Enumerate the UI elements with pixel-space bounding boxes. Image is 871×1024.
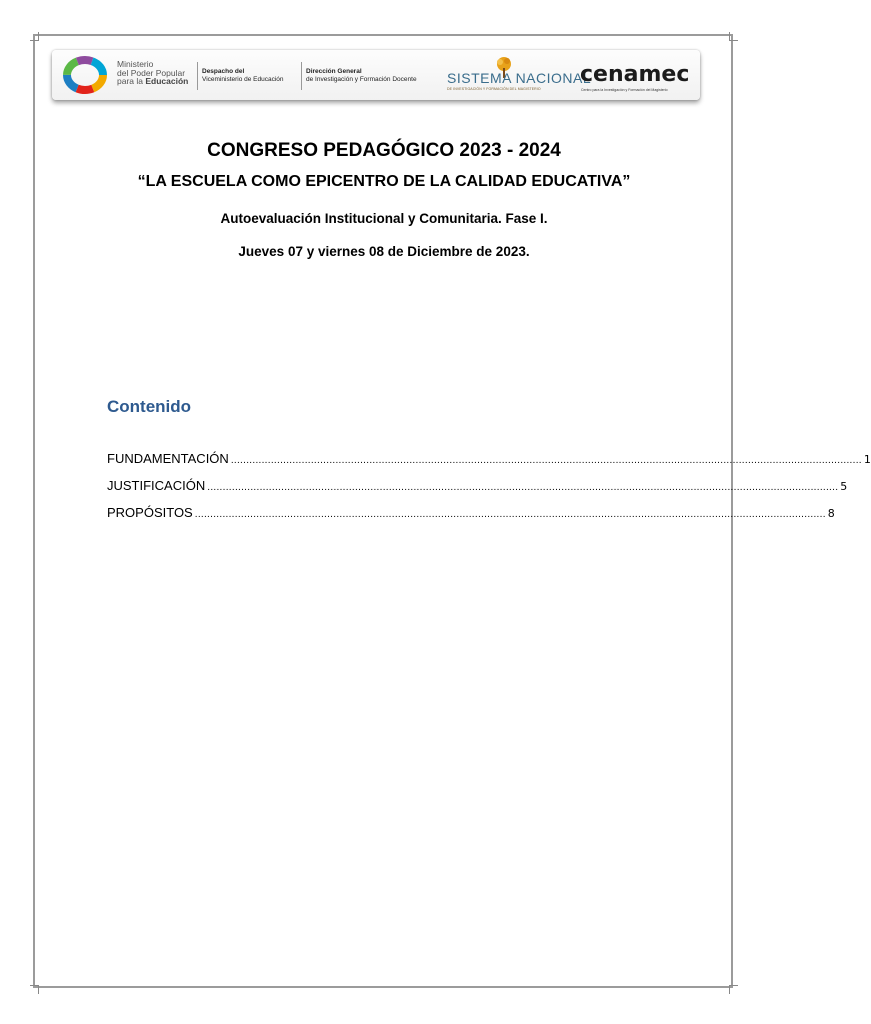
cenamec-logo: cenamec	[580, 62, 690, 87]
toc-entry-label: FUNDAMENTACIÓN	[107, 451, 229, 466]
ministerio-wordmark	[117, 60, 188, 86]
ministerio-line-2: del Poder Popular	[117, 67, 186, 78]
table-of-contents	[107, 451, 871, 532]
toc-entry[interactable]	[107, 478, 848, 505]
cenamec-subtext: Centro para la Investigación y Formación del Magisterio	[581, 88, 668, 92]
toc-entry-page: 5	[840, 480, 848, 493]
crop-mark-top-right	[729, 32, 738, 41]
toc-leader-dots: .............................................................................................................................................................................................................	[194, 509, 826, 520]
ministerio-line-1: Ministerio	[117, 59, 154, 69]
crop-mark-top-left	[30, 32, 39, 41]
direccion-label	[306, 68, 417, 84]
direccion-line-1: Dirección General	[306, 68, 362, 75]
document-subtitle: “LA ESCUELA COMO EPICENTRO DE LA CALIDAD EDUCATIVA”	[137, 173, 631, 190]
despacho-line-2: Viceministerio de Educación	[202, 76, 284, 83]
toc-leader-dots: .............................................................................................................................................................................................................	[207, 482, 839, 493]
toc-entry-page: 1	[863, 453, 871, 466]
toc-entry-label: JUSTIFICACIÓN	[107, 478, 206, 493]
toc-leader-dots: .............................................................................................................................................................................................................	[230, 455, 862, 466]
ministerio-line-3b: Educación	[145, 76, 189, 86]
sistema-nacional-subtext: DE INVESTIGACIÓN Y FORMACIÓN DEL MAGISTERIO	[447, 87, 541, 91]
divider	[301, 62, 302, 90]
despacho-label	[202, 68, 284, 84]
toc-entry-label: PROPÓSITOS	[107, 505, 193, 520]
direccion-line-2: de Investigación y Formación Docente	[306, 76, 417, 83]
despacho-line-1: Despacho del	[202, 68, 245, 75]
ministerio-ring-logo	[60, 54, 110, 96]
crop-mark-bottom-right	[729, 985, 738, 994]
ministerio-line-3a: para la	[117, 76, 146, 86]
divider	[197, 62, 198, 90]
document-date: Jueves 07 y viernes 08 de Diciembre de 2023.	[238, 244, 530, 259]
institutional-logo-banner	[52, 50, 700, 100]
toc-entry[interactable]	[107, 451, 871, 478]
toc-entry[interactable]	[107, 505, 835, 532]
toc-heading: Contenido	[107, 397, 192, 416]
sistema-nacional-logo: SISTEMA NACIONAL	[447, 70, 592, 86]
crop-mark-bottom-left	[30, 985, 39, 994]
toc-entry-page: 8	[827, 507, 835, 520]
document-title: CONGRESO PEDAGÓGICO 2023 - 2024	[207, 140, 561, 161]
document-topic: Autoevaluación Institucional y Comunitaria. Fase I.	[220, 211, 548, 226]
